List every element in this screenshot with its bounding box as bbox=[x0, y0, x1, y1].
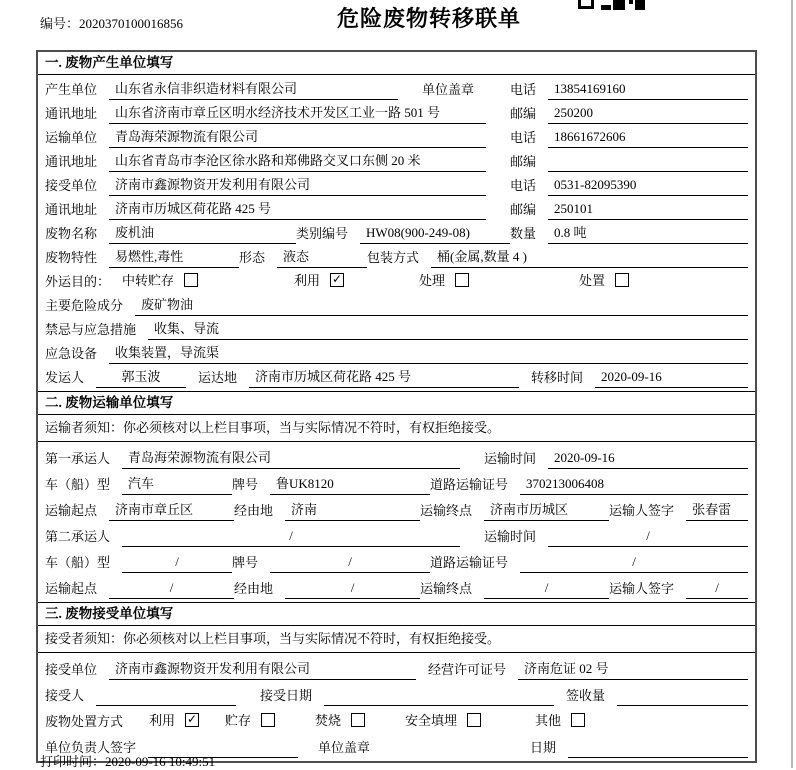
field-label: 运输终点 bbox=[420, 503, 473, 518]
field-value: 青岛海荣源物流有限公司 bbox=[109, 126, 486, 148]
section-header: 三. 废物接受单位填写 bbox=[38, 603, 755, 626]
field-value: 桶(金属,数量 4 ) bbox=[431, 246, 748, 268]
field-value: 汽车 bbox=[122, 473, 232, 495]
form-row bbox=[45, 521, 748, 547]
checkbox-label: 利用 bbox=[294, 273, 321, 288]
field-value bbox=[548, 169, 748, 172]
field-label: 经营许可证号 bbox=[427, 662, 506, 677]
field-label: 第二承运人 bbox=[45, 529, 111, 544]
form-row bbox=[45, 654, 748, 680]
field-label: 接受单位 bbox=[45, 178, 98, 193]
field-label: 数量 bbox=[509, 226, 536, 241]
field-value: / bbox=[520, 554, 748, 573]
field-label: 接受人 bbox=[45, 688, 85, 703]
field-label: 车（船）型 bbox=[45, 555, 111, 570]
section-waste-receiver bbox=[38, 602, 755, 761]
checkbox-field bbox=[294, 270, 419, 292]
checkbox-label: 中转贮存 bbox=[122, 273, 175, 288]
page-header bbox=[0, 0, 796, 50]
field-value: 0.8 吨 bbox=[548, 222, 748, 244]
checkbox-field bbox=[225, 710, 315, 732]
field-value: 济南市历城区荷花路 425 号 bbox=[109, 198, 486, 220]
checkbox-label: 安全填埋 bbox=[405, 713, 458, 728]
field-value: 张春雷 bbox=[686, 499, 748, 521]
checkbox-field bbox=[405, 710, 535, 732]
field-value: 收集、导流 bbox=[148, 318, 748, 340]
field-label: 禁忌与应急措施 bbox=[45, 322, 137, 337]
field-value: 2020-09-16 bbox=[595, 369, 748, 388]
field-value: 济南市历城区荷花路 425 号 bbox=[249, 366, 519, 388]
field-value: / bbox=[270, 554, 430, 573]
form-row bbox=[45, 680, 748, 706]
field-value: 易燃性,毒性 bbox=[109, 246, 239, 268]
form-row bbox=[45, 220, 748, 244]
receiver-notice: 接受者须知：你必须核对以上栏目事项，当与实际情况不符时，有权拒绝接受。 bbox=[38, 626, 755, 653]
field-value: 2020-09-16 bbox=[548, 450, 748, 469]
field-label: 邮编 bbox=[509, 202, 536, 217]
field-value: 济南市历城区 bbox=[484, 499, 609, 521]
field-value: 废矿物油 bbox=[135, 294, 748, 316]
form-row bbox=[45, 148, 748, 172]
field-label: 运输人签字 bbox=[609, 503, 675, 518]
field-label: 运达地 bbox=[198, 370, 238, 385]
field-label: 道路运输证号 bbox=[430, 555, 509, 570]
field-value: HW08(900-249-08) bbox=[360, 225, 510, 244]
field-value: 鲁UK8120 bbox=[270, 473, 430, 495]
section-header: 二. 废物运输单位填写 bbox=[38, 392, 755, 415]
form-body bbox=[36, 50, 757, 763]
field-label: 接受日期 bbox=[260, 688, 313, 703]
field-label: 电话 bbox=[509, 82, 536, 97]
field-label: 转移时间 bbox=[531, 370, 584, 385]
field-label: 通讯地址 bbox=[45, 202, 98, 217]
field-label: 运输时间 bbox=[483, 451, 536, 466]
serial-label: 编号： bbox=[40, 16, 80, 31]
field-label: 道路运输证号 bbox=[430, 477, 509, 492]
form-row bbox=[45, 364, 748, 388]
field-label: 运输起点 bbox=[45, 503, 98, 518]
field-value: / bbox=[109, 580, 234, 599]
print-time-label: 打印时间： bbox=[40, 754, 106, 769]
field-value: 济南 bbox=[285, 499, 420, 521]
field-label: 通讯地址 bbox=[45, 106, 98, 121]
checkbox-label: 贮存 bbox=[225, 713, 252, 728]
field-value: / bbox=[686, 580, 748, 599]
field-value: 370213006408 bbox=[520, 476, 748, 495]
serial-number: 2020370100016856 bbox=[79, 16, 184, 31]
checkbox-label: 其他 bbox=[535, 713, 562, 728]
form-row bbox=[45, 573, 748, 599]
field-label: 单位盖章 bbox=[318, 740, 371, 755]
form-row bbox=[45, 268, 748, 292]
checkbox-field bbox=[315, 710, 405, 732]
field-value bbox=[324, 703, 554, 706]
section-rows bbox=[38, 442, 755, 602]
form-row bbox=[45, 443, 748, 469]
field-value: 郭玉波 bbox=[96, 366, 186, 388]
checkbox-unchecked-icon bbox=[261, 713, 275, 727]
field-label: 废物名称 bbox=[45, 226, 98, 241]
field-value: 250101 bbox=[548, 201, 748, 220]
section-rows bbox=[38, 75, 755, 391]
form-row bbox=[45, 124, 748, 148]
field-label: 接受单位 bbox=[45, 662, 98, 677]
serial-number-line bbox=[40, 13, 183, 32]
field-value bbox=[96, 703, 236, 706]
field-label: 运输终点 bbox=[420, 581, 473, 596]
form-row bbox=[45, 316, 748, 340]
field-value bbox=[617, 703, 748, 706]
field-value: / bbox=[122, 528, 460, 547]
field-value: 收集装置，导流渠 bbox=[109, 342, 748, 364]
checkbox-field bbox=[419, 270, 579, 292]
checkbox-unchecked-icon bbox=[467, 713, 481, 727]
checkbox-unchecked-icon bbox=[351, 713, 365, 727]
checkbox-field bbox=[135, 710, 225, 732]
field-label: 类别编号 bbox=[295, 226, 348, 241]
field-label: 废物特性 bbox=[45, 250, 98, 265]
transporter-notice: 运输者须知：你必须核对以上栏目事项，当与实际情况不符时，有权拒绝接受。 bbox=[38, 415, 755, 442]
field-value: 青岛海荣源物流有限公司 bbox=[122, 447, 460, 469]
field-label: 单位盖章 bbox=[421, 82, 474, 97]
field-value: 山东省青岛市李沧区徐水路和郑佛路交叉口东侧 20 米 bbox=[109, 150, 486, 172]
field-value: 13854169160 bbox=[548, 81, 748, 100]
field-label: 经由地 bbox=[234, 503, 274, 518]
field-label: 单位负责人签字 bbox=[45, 740, 137, 755]
checkbox-unchecked-icon bbox=[455, 273, 469, 287]
form-row bbox=[45, 469, 748, 495]
checkbox-field bbox=[579, 270, 748, 292]
field-label: 车（船）型 bbox=[45, 477, 111, 492]
field-label: 发运人 bbox=[45, 370, 85, 385]
field-label: 运输时间 bbox=[483, 529, 536, 544]
field-value: / bbox=[122, 554, 232, 573]
field-value: 济南市章丘区 bbox=[109, 499, 234, 521]
field-label: 牌号 bbox=[232, 555, 259, 570]
print-time-line bbox=[40, 751, 215, 770]
form-row bbox=[45, 196, 748, 220]
checkbox-field bbox=[122, 270, 294, 292]
field-label: 牌号 bbox=[232, 477, 259, 492]
checkbox-unchecked-icon bbox=[184, 273, 198, 287]
field-label: 邮编 bbox=[509, 154, 536, 169]
qr-code-fragment bbox=[578, 0, 645, 10]
checkbox-label: 处理 bbox=[419, 273, 446, 288]
checkbox-label: 处置 bbox=[579, 273, 606, 288]
page-edge bbox=[791, 0, 793, 768]
field-value: 济南危证 02 号 bbox=[518, 658, 748, 680]
form-row bbox=[45, 495, 748, 521]
section-waste-transporter bbox=[38, 391, 755, 602]
field-value: 废机油 bbox=[109, 222, 296, 244]
field-label: 电话 bbox=[509, 178, 536, 193]
checkbox-unchecked-icon bbox=[571, 713, 585, 727]
field-value: / bbox=[285, 580, 420, 599]
field-value: 济南市鑫源物资开发利用有限公司 bbox=[109, 174, 486, 196]
form-row bbox=[45, 244, 748, 268]
field-value: 250200 bbox=[548, 105, 748, 124]
field-label: 应急设备 bbox=[45, 346, 98, 361]
field-value: 山东省永信非织造材料有限公司 bbox=[109, 78, 398, 100]
field-label: 通讯地址 bbox=[45, 154, 98, 169]
field-value: 0531-82095390 bbox=[548, 177, 748, 196]
form-row bbox=[45, 340, 748, 364]
print-time-value: 2020-09-16 10:49:51 bbox=[105, 754, 216, 769]
field-value: 液态 bbox=[277, 246, 367, 268]
field-label: 签收量 bbox=[566, 688, 606, 703]
checkbox-unchecked-icon bbox=[615, 273, 629, 287]
field-label: 电话 bbox=[509, 130, 536, 145]
field-label: 形态 bbox=[239, 250, 266, 265]
form-row bbox=[45, 706, 748, 732]
field-value: / bbox=[548, 528, 748, 547]
field-label: 经由地 bbox=[234, 581, 274, 596]
form-row bbox=[45, 172, 748, 196]
field-value: 18661672606 bbox=[548, 129, 748, 148]
checkbox-checked-icon: ✓ bbox=[187, 711, 198, 726]
checkbox-label: 焚烧 bbox=[315, 713, 342, 728]
field-label: 外运目的： bbox=[45, 274, 111, 289]
field-value bbox=[568, 755, 748, 758]
field-label: 运输起点 bbox=[45, 581, 98, 596]
form-row bbox=[45, 292, 748, 316]
checkbox-checked-icon: ✓ bbox=[332, 271, 343, 286]
form-row bbox=[45, 547, 748, 573]
form-row bbox=[45, 100, 748, 124]
checkbox-label: 利用 bbox=[149, 713, 176, 728]
field-label: 包装方式 bbox=[367, 250, 420, 265]
field-value: 济南市鑫源物资开发利用有限公司 bbox=[109, 658, 416, 680]
field-label: 日期 bbox=[530, 740, 557, 755]
page-title: 危险废物转移联单 bbox=[337, 6, 522, 31]
field-label: 主要危险成分 bbox=[45, 298, 124, 313]
field-label: 第一承运人 bbox=[45, 451, 111, 466]
checkbox-field bbox=[535, 710, 748, 732]
field-value: / bbox=[484, 580, 609, 599]
field-label: 废物处置方式 bbox=[45, 714, 124, 729]
field-label: 邮编 bbox=[509, 106, 536, 121]
field-value: 山东省济南市章丘区明水经济技术开发区工业一路 501 号 bbox=[109, 102, 486, 124]
field-label: 运输人签字 bbox=[609, 581, 675, 596]
field-label: 产生单位 bbox=[45, 82, 98, 97]
section-rows bbox=[38, 653, 755, 761]
form-row bbox=[45, 76, 748, 100]
section-header: 一. 废物产生单位填写 bbox=[38, 52, 755, 75]
section-waste-producer bbox=[38, 52, 755, 391]
field-label: 运输单位 bbox=[45, 130, 98, 145]
